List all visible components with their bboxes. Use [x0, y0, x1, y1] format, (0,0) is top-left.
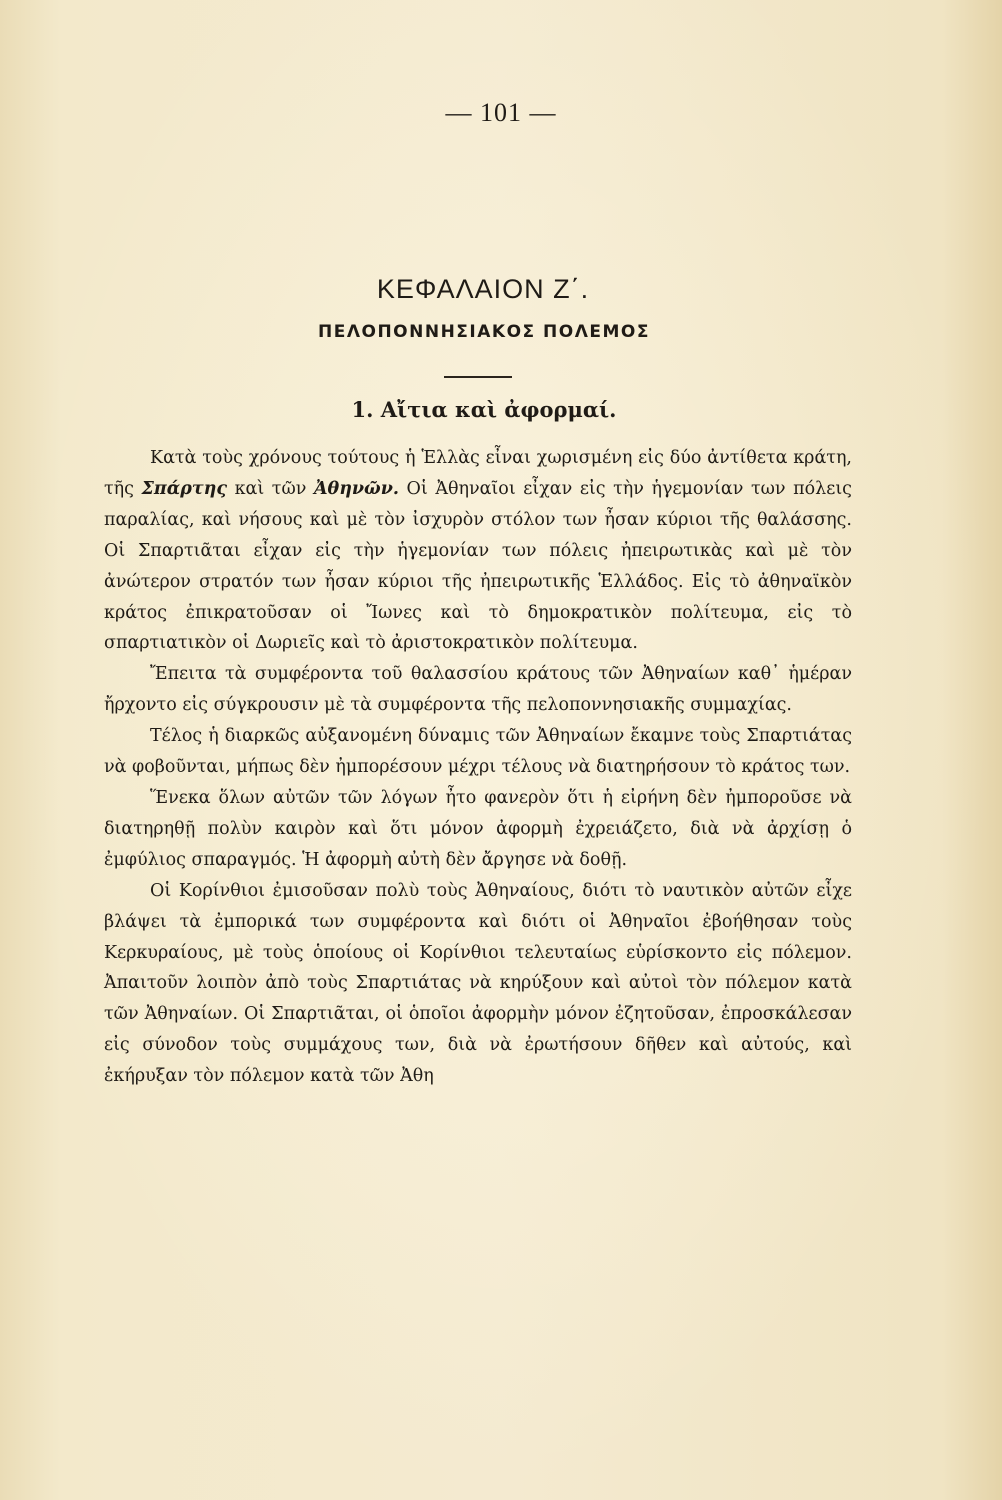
- page-number: — 101 —: [445, 98, 557, 127]
- paragraph-4: Ἕνεκα ὅλων αὐτῶν τῶν λόγων ἦτο φανερὸν ὅτι ἡ εἰρήνη δὲν ἠμποροῦσε νὰ διατηρηθῇ πολὺν καιρὸν καὶ ὅτι μόνον ἀφορμὴ ἐχρειάζετο, διὰ νὰ ἀρχίσῃ ὁ ἐμφύλιος σπαραγμός. Ἡ ἀφορμὴ αὐτὴ δὲν ἄργησε νὰ δοθῇ.: [104, 787, 852, 870]
- paragraph-1-part-2: καὶ τῶν: [227, 478, 314, 499]
- section-divider: [444, 376, 512, 378]
- athens-term: Ἀθηνῶν.: [313, 478, 399, 499]
- paragraph-1-part-1: Κατὰ τοὺς χρόνους τούτους ἡ Ἑλλὰς εἶναι χωρισμένη εἰς δύο ἀντίθετα κράτη, τῆς: [104, 448, 852, 499]
- chapter-title: ΚΕΦΑΛΑΙΟΝ Ζ΄.: [376, 274, 590, 304]
- paragraph-5: Οἱ Κορίνθιοι ἐμισοῦσαν πολὺ τοὺς Ἀθηναίους, διότι τὸ ναυτικὸν αὐτῶν εἶχε βλάψει τὰ ἐμπορικά των συμφέροντα καὶ διότι οἱ Ἀθηναῖοι ἐβοήθησαν τοὺς Κερκυραίους, μὲ τοὺς ὁποίους οἱ Κορίνθιοι τελευταίως εὑρίσκοντο εἰς πόλεμον. Ἀπαιτοῦν λοιπὸν ἀπὸ τοὺς Σπαρτιάτας νὰ κηρύξουν καὶ αὐτοὶ τὸν πόλεμον κατὰ τῶν Ἀθηναίων. Οἱ Σπαρτιᾶται, οἱ ὁποῖοι ἀφορμὴν μόνον ἐζητοῦσαν, ἐπροσκάλεσαν εἰς σύνοδον τοὺς συμμάχους των, διὰ νὰ ἐρωτήσουν δῆθεν καὶ αὐτούς, καὶ ἐκήρυξαν τὸν πόλεμον κατὰ τῶν Ἀθη: [104, 880, 852, 1087]
- paragraph-3: Τέλος ἡ διαρκῶς αὐξανομένη δύναμις τῶν Ἀθηναίων ἔκαμνε τοὺς Σπαρτιάτας νὰ φοβοῦνται, μήπως δὲν ἠμπορέσουν μέχρι τέλους νὰ διατηρήσουν τὸ κράτος των.: [104, 726, 852, 778]
- paragraph-2: Ἔπειτα τὰ συμφέροντα τοῦ θαλασσίου κράτους τῶν Ἀθηναίων καθ᾽ ἡμέραν ἤρχοντο εἰς σύγκρουσιν μὲ τὰ συμφέροντα τῆς πελοποννησιακῆς συμμαχίας.: [104, 664, 852, 716]
- paragraph-1-part-3: Οἱ Ἀθηναῖοι εἶχαν εἰς τὴν ἡγεμονίαν των πόλεις παραλίας, καὶ νήσους καὶ μὲ τὸν ἰσχυρὸν στόλον των ἦσαν κύριοι τῆς θαλάσσης. Οἱ Σπαρτιᾶται εἶχαν εἰς τὴν ἡγεμονίαν των πόλεις ἠπειρωτικὰς καὶ μὲ τὸν ἀνώτερον στρατόν των ἦσαν κύριοι τῆς ἠπειρωτικῆς Ἑλλάδος. Εἰς τὸ ἀθηναϊκὸν κράτος ἐπικρατοῦσαν οἱ Ἴωνες καὶ τὸ δημοκρατικὸν πολίτευμα, εἰς τὸ σπαρτιατικὸν οἱ Δωριεῖς καὶ τὸ ἀριστοκρατικὸν πολίτευμα.: [104, 478, 852, 654]
- sparta-term: Σπάρτης: [141, 478, 227, 499]
- body-text: [104, 443, 852, 1092]
- chapter-subtitle: ΠΕΛΟΠΟΝΝΗΣΙΑΚΟΣ ΠΟΛΕΜΟΣ: [318, 322, 650, 342]
- paragraph-1: [104, 443, 852, 659]
- section-heading: 1. Αἴτια καὶ ἀφορμαί.: [351, 397, 617, 422]
